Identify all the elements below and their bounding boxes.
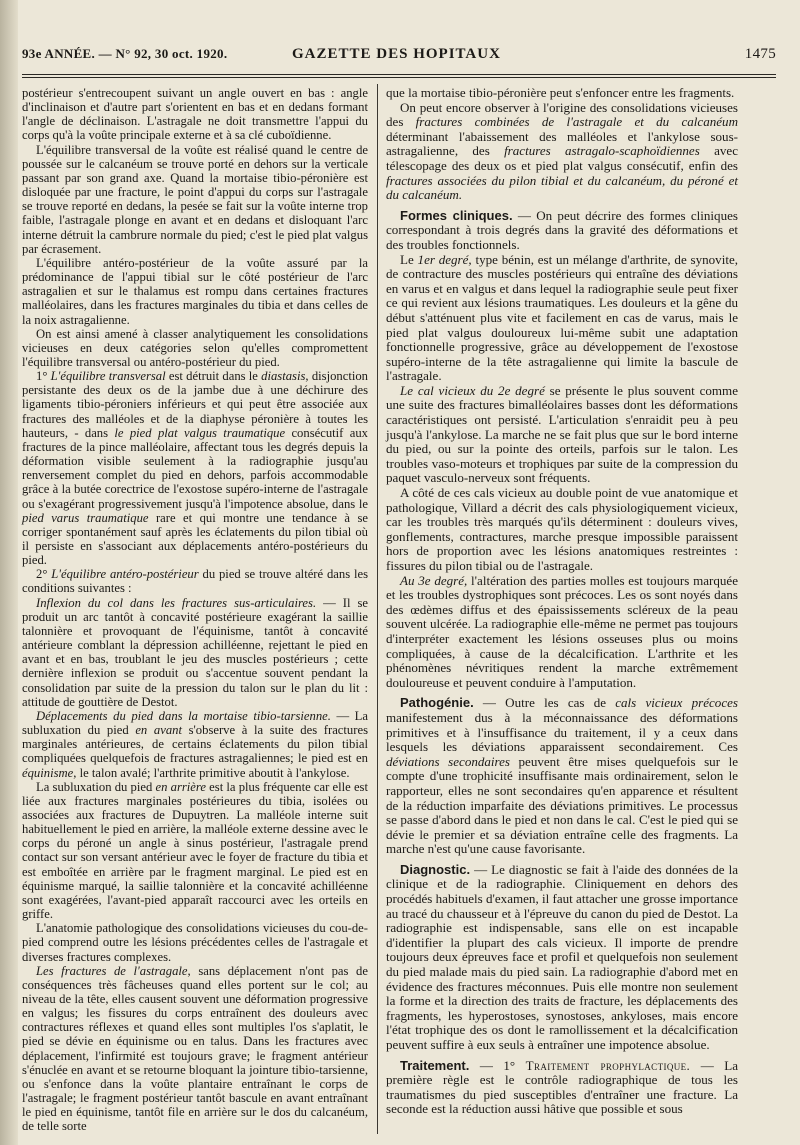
paragraph-equilibre-transversal: [22, 369, 368, 567]
emphasis: Au 3e degré,: [400, 572, 468, 588]
text-run: consécutif aux fractures de la pince malléolaire, affectant tous les degrés depuis la déformation visible seulement à la radiographie jusqu'au renversement complet du pied en dehors, parfois accommodable grâce à la butée corectrice de l'exostose supéro-interne de l'astragale ou s'exagérant progressivement jusqu'à l'impotence absolue, dans le: [22, 425, 368, 511]
section-heading: Diagnostic.: [400, 861, 471, 877]
text-run: — Il se produit un arc tantôt à concavité postérieure exagérant la saillie talonnière et provoquant de l'équinisme, tantôt à concavité antérieure comblant la dépression achilléenne, rejettant le pied en avant et en bas, troublant le jeu des muscles postérieurs ; cette dernière inflexion se produit ou s'accentue souvent pendant la consolidation par suite de la pression du talon sur le plan du lit : attitude de gouttière de Destot.: [22, 595, 368, 709]
section-pathogenie: [386, 696, 738, 857]
running-header: [22, 46, 776, 66]
paragraph: L'anatomie pathologique des consolidations vicieuses du cou-de-pied comprend outre les lésions précédentes celles de l'astragale et diverses fractures complexes.: [22, 921, 368, 964]
column-divider: [377, 84, 378, 1134]
small-caps-title: Traitement prophylactique.: [525, 1057, 691, 1073]
text-run: avec télescopage des deux os et pied plat valgus consécutif, enfin des: [386, 143, 738, 173]
section-heading: Pathogénie.: [400, 695, 474, 711]
section-formes-cliniques: [386, 209, 738, 253]
text-run: est détruit dans le: [165, 369, 262, 384]
text-run: déterminant l'abaissement des malléoles et l'ankylose sous-astragalienne, des: [386, 128, 738, 159]
text-run: manifestement dus à la méconnaissance des déformations primitives et à l'insuffisance du traitement, il y a ceux dans lesquels les déviations apparaissent secondairement. Ces: [386, 709, 738, 755]
emphasis: 1er degré,: [417, 251, 472, 267]
emphasis: en arrière: [155, 779, 206, 794]
issue-info: 93e ANNÉE. — N° 92, 30 oct. 1920.: [22, 46, 228, 61]
paragraph-deplacements: [22, 709, 368, 780]
text-run: — Le diagnostic se fait à l'aide des données de la clinique et de la radiographie. Cliniquement en dehors des procédés habituels d'examen, il faut attacher une grosse importance au tracé du chausseur et à l'épreuve du canon du pied de Destot. La radiographie est indispensable, sans elle on est incapable d'identifier la plupart des cals vicieux. Il importe de prendre toujours deux épreuves face et profil et quelquefois non seulement du pied malade mais du pied sain. La radiographie d'abord met en évidence des fractures méconnues. Puis elle montre non seulement la forme et la direction des traits de fracture, les déplacements des fragments, les hyperostoses, synostoses, ankyloses, mais encore l'état trophique des os dont le ramollissement et la décalcification peuvent suffire à eux seuls à entraîner une impotence absolue.: [386, 861, 738, 1052]
text-run: La subluxation du pied: [36, 779, 156, 794]
header-rule-double: [22, 77, 776, 78]
item-title: Les fractures de l'astragale,: [36, 963, 191, 978]
paragraph-subluxation: [22, 780, 368, 922]
paragraph-equilibre-antero: [22, 567, 368, 595]
section-traitement: [386, 1059, 738, 1117]
text-run: — La première règle est le contrôle radiographique de tous les traumatismes du pied susceptibles d'entraîner une fracture. La seconde est la réduction aussi hâtive que possible et sous: [386, 1057, 738, 1117]
paragraph: L'équilibre antéro-postérieur de la voûte assuré par la prédominance de l'appui tibial sur le côté postérieur de l'arc astragalien et sur le thalamus est rompu dans certaines fractures malléolaires, dans les fractures marginales du tibia et dans celles de la noix astragalienne.: [22, 255, 368, 327]
paragraph: A côté de ces cals vicieux au double point de vue anatomique et pathologique, Villard a décrit des cals physiologiquement vicieux, car les troubles très marqués qu'ils déterminent : douleurs vives, gonflements, contractures, marche presque impossible paraissent hors de proportion avec les lésions anatomiques restreintes : fissures du pilon tibial ou de l'astragale.: [386, 485, 738, 573]
binding-shadow: [0, 0, 18, 1145]
emphasis: en avant: [135, 723, 182, 738]
text-run: du pied se trouve altéré dans les conditions suivantes :: [22, 567, 369, 596]
section-heading: Formes cliniques.: [400, 207, 513, 223]
page-number: 1475: [744, 46, 776, 62]
text-run: — Outre les cas de: [473, 695, 616, 711]
emphasis: fractures combinées de l'astragale et du calcanéum: [415, 114, 738, 130]
item-number: 2°: [36, 567, 48, 582]
text-run: l'altération des parties molles est toujours marquée et les troubles dystrophiques sont précoces. Les os sont noyés dans des œdèmes diffus et des épaississements scléreux de la peau souvent ulcérée. La radiographie elle-même ne permet pas toujours d'interpréter exactement les lésions osseuses plus ou moins compliquées, à cause de la décalcification. L'arthrite et les phénomènes névritiques rendent la marche extrêmement douloureuse et peuvent conduire à l'amputation.: [386, 572, 738, 690]
paragraph-degre-3: [386, 574, 738, 691]
emphasis: déviations secondaires: [386, 753, 510, 769]
emphasis: Le cal vicieux du 2e degré: [400, 382, 545, 398]
paragraph-fractures-combinees: [386, 101, 738, 203]
text-run: sans déplacement n'ont pas de conséquences très fâcheuses quand elles portent sur le col; au niveau de la tête, elles causent souvent une déformation progressive en valgus; les fissures du corps entraînent des douleurs avec contractures réflexes et quand elles sont multiples l'os s'aplatit, le pied se dévie en équinisme ou en talus. Dans les fractures avec déplacement, l'infirmité est toujours grave; le fragment antérieur s'énuclée en avant et se retourne bloquant la jointure tibio-tarsienne, ou s'enfonce dans la voûte plantaire entraînant le corps de l'astragale; le fragment postérieur tantôt bascule en avant entraînant le pied en équinisme, tantôt file en arrière sur le dos du calcanéum, de telle sorte: [22, 963, 368, 1134]
paragraph-inflexion: [22, 596, 368, 709]
text-run: peuvent être mises quelquefois sur le compte d'une trophicité insuffisante mais ordinairement, selon le rapporteur, elles ne sont secondaires qu'en apparence et résultent de la réduction imparfaite des déviations primitives. Le processus se passe d'abord dans le pied et non dans le cal. C'est le pied qui se dévie le premier et sa déviation entraîne celle des fragments. La marche n'est qu'une cause favorisante.: [386, 753, 738, 857]
item-number: 1°: [36, 369, 48, 384]
text-run: type bénin, est un mélange d'arthrite, de synovite, de contracture des muscles postérieurs qui entraîne des déviations en varus et en valgus et dans lequel la radiographie seule peut fixer ce qui revient aux lésions traumatiques. Les douleurs et la gêne du début s'atténuent plus vite et facilement en cas de varus, mais le pied plat valgus douloureux lui-même subit une adaptation fonctionnelle progressive, grâce au développement de l'exostose supéro-interne de la tête astragalienne qui limite la bascule de l'astragale.: [386, 251, 738, 384]
paragraph-degre-2: [386, 384, 738, 486]
text-run: , disjonction persistante des deux os de la jambe due à une déchirure des ligaments tibio-péroniers inférieurs et qui peut être associée aux fractures des malléoles et de la diaphyse péronière à toutes les hauteurs, - dans: [22, 369, 368, 440]
left-column: [22, 86, 368, 1134]
item-title: Inflexion du col dans les fractures sus-articulaires.: [36, 595, 317, 610]
paragraph: On est ainsi amené à classer analytiquement les consolidations vicieuses en deux catégories selon qu'elles compromettent l'équilibre transversal ou antéro-postérieur du pied.: [22, 326, 368, 369]
journal-title: GAZETTE DES HOPITAUX: [292, 46, 501, 62]
text-run: , le talon avalé; l'arthrite primitive aboutit à l'ankylose.: [73, 765, 350, 780]
paragraph-astragale: [22, 964, 368, 1134]
right-column: [386, 86, 738, 1117]
text-run: On peut encore observer à l'origine des consolidations vicieuses des: [386, 99, 738, 130]
text-run: s'observe à la suite des fractures marginales antérieures, de certains éclatements du pilon tibial compliquées quelquefois de fractures astragaliennes; le pied est en: [22, 723, 368, 766]
paragraph: que la mortaise tibio-péronière peut s'enfoncer entre les fragments.: [386, 85, 735, 100]
emphasis: cals vicieux précoces: [615, 695, 738, 711]
emphasis: pied varus traumatique: [22, 510, 149, 525]
text-run: — 1°: [469, 1057, 526, 1073]
section-diagnostic: [386, 863, 738, 1053]
text-run: — La subluxation du pied: [22, 708, 368, 738]
paragraph: postérieur s'entrecoupent suivant un angle ouvert en bas : angle d'inclinaison et d'autre part s'orientent en bas et en dedans formant l'angle de déclinaison. L'astragale ne doit transmettre l'appui du corps qu'à la voûte principale externe et à sa clé cuboïdienne.: [22, 86, 368, 143]
emphasis: fractures astragalo-scaphoïdiennes: [504, 143, 700, 159]
emphasis: diastasis: [261, 369, 306, 384]
emphasis: fractures associées du pilon tibial et du calcanéum, du péroné et du calcanéum.: [386, 172, 738, 203]
text-run: se présente le plus souvent comme une suite des fractures bimalléolaires basses dont les déformations caractéristiques ont persisté. L'articulation s'enraidit peu à peu jusqu'à l'ankylose. La marche ne se fait plus que sur le bord interne du pied, ou sur la pointe des orteils, parfois sur le talon. Les troubles vaso-moteurs et trophiques par suite de la compression du paquet vasculo-nerveux sont fréquents.: [386, 382, 738, 486]
item-title: Déplacements du pied dans la mortaise tibio-tarsienne.: [36, 708, 331, 723]
paragraph-degre-1: [386, 253, 738, 384]
text-run: est la plus fréquente car elle est liée aux fractures marginales postérieures du tibia, isolées ou associées aux fractures de Dupuytren. La malléole interne suit habituellement le pied en arrière, la malléole externe dessine avec le corps du péroné un angle à sinus postérieur, l'astragale prend contact sur son versant antérieur avec le foyer de fracture du tibia et est emboîtée en arrière par le fragment marginal. Le pied est en équinisme marqué, la saillie talonnière et la concavité achilléenne sont exagérées, l'avant-pied apparaît raccourci avec les orteils en griffe.: [22, 779, 368, 922]
emphasis: le pied plat valgus traumatique: [114, 425, 286, 440]
text-run: rare et qui montre une tendance à se corriger spontanément sauf après les éclatements du pilon tibial où il persiste en s'associant aux déplacements antéro-postérieurs du pied.: [22, 510, 368, 568]
emphasis: équinisme: [22, 765, 74, 780]
item-title: L'équilibre antéro-postérieur: [51, 567, 199, 582]
text-run: — On peut décrire des formes cliniques correspondant à trois degrés dans la gravité des déformations et des troubles fonctionnels.: [386, 207, 738, 252]
section-heading: Traitement.: [400, 1057, 470, 1073]
header-rule: [22, 74, 776, 75]
item-title: L'équilibre transversal: [50, 369, 166, 384]
paragraph: L'équilibre transversal de la voûte est réalisé quand le centre de poussée sur le calcanéum se trouve porté en dehors sur la verticale passant par son grand axe. Quand la mortaise tibio-péronière est disloquée par une fracture, le point d'appui du corps sur l'astragale se trouve reporté en dedans, la pesée se fait sur la voûte interne trop faible, l'astragale plonge en avant et en dedans et disloquant l'arc interne détruit la cambrure normale du pied; c'est le pied plat valgus par écrasement.: [22, 142, 368, 256]
text-run: Le: [400, 251, 418, 267]
